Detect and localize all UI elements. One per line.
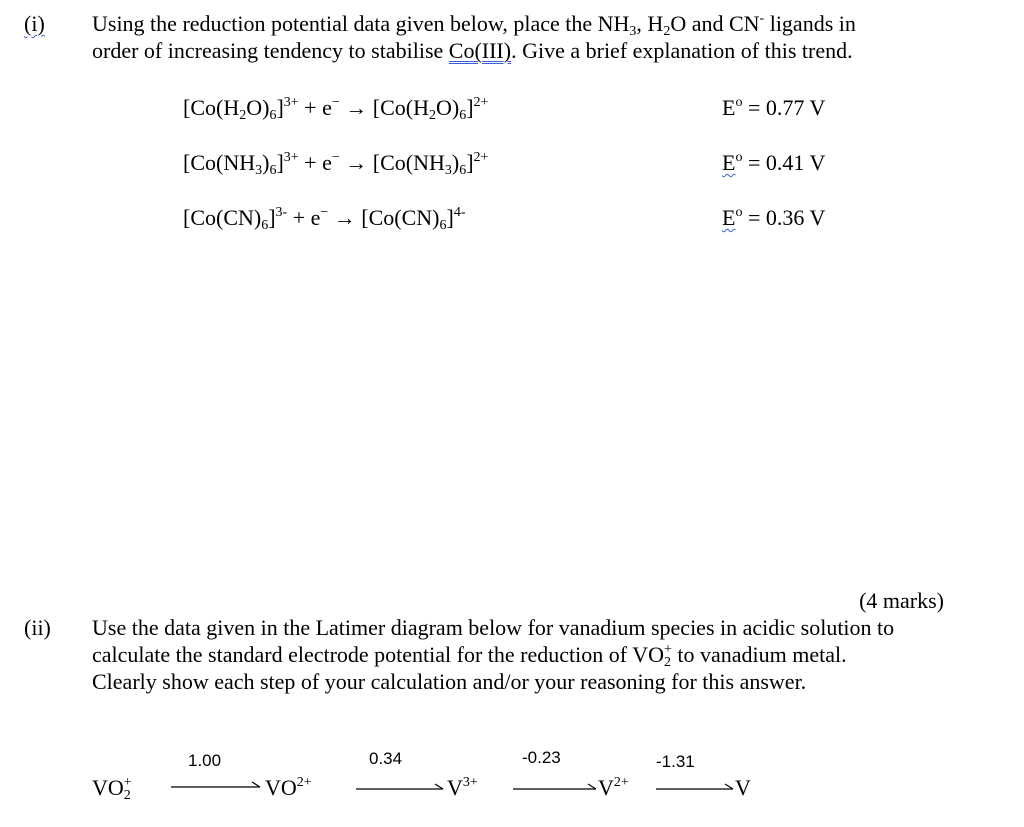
latimer-potential-4: -1.31 <box>656 752 695 771</box>
latimer-potential-1: 1.00 <box>188 751 222 770</box>
latimer-potential-3: -0.23 <box>522 748 561 767</box>
co-iii-term: Co(III) <box>448 38 512 63</box>
equation-3: $[Co(CN)_6]^{3-} + e^- \to [Co(CN)_6]^{4-}$ <box>183 205 466 233</box>
latimer-species-vo-2plus: $VO^{2+}$ <box>265 775 312 800</box>
latimer-species-v: V <box>735 775 751 800</box>
part-i-label: (i) <box>24 11 45 36</box>
equation-2-potential: $E^o = 0.41$ V <box>722 150 826 175</box>
part-ii-line2: calculate the standard electrode potential for the reduction of $VO_2^+$ to vanadium metal. <box>92 642 847 670</box>
latimer-species-v-2plus: $V^{2+}$ <box>598 775 629 800</box>
equation-3-potential: $E^o = 0.36$ V <box>722 205 826 230</box>
marks-label: (4 marks) <box>859 588 944 613</box>
latimer-arrow-1 <box>170 778 262 792</box>
part-ii-label: (ii) <box>24 615 51 640</box>
equation-1-potential: $E^o = 0.77$ V <box>722 95 826 120</box>
equation-1: $[Co(H_2O)_6]^{3+} + e^- \to [Co(H_2O)_6]^{2+}$ <box>183 95 489 123</box>
latimer-species-v-3plus: $V^{3+}$ <box>447 775 478 800</box>
latimer-species-vo2-plus: $VO_2^+$ <box>92 775 132 803</box>
part-ii-line3: Clearly show each step of your calculation and/or your reasoning for this answer. <box>92 669 807 694</box>
part-ii-line1: Use the data given in the Latimer diagram below for vanadium species in acidic solution to <box>92 615 895 640</box>
equation-2: $[Co(NH_3)_6]^{3+} + e^- \to [Co(NH_3)_6]^{2+}$ <box>183 150 489 178</box>
latimer-potential-2: 0.34 <box>369 749 403 768</box>
part-i-question-line2: order of increasing tendency to stabilise Co(III). Give a brief explanation of this trend. <box>92 38 853 63</box>
latimer-arrow-4 <box>655 780 735 794</box>
latimer-arrow-2 <box>355 780 445 794</box>
latimer-arrow-3 <box>512 780 598 794</box>
part-i-question-line1: Using the reduction potential data given below, place the $NH_3$, $H_2O$ and CN- ligands in <box>92 11 856 39</box>
